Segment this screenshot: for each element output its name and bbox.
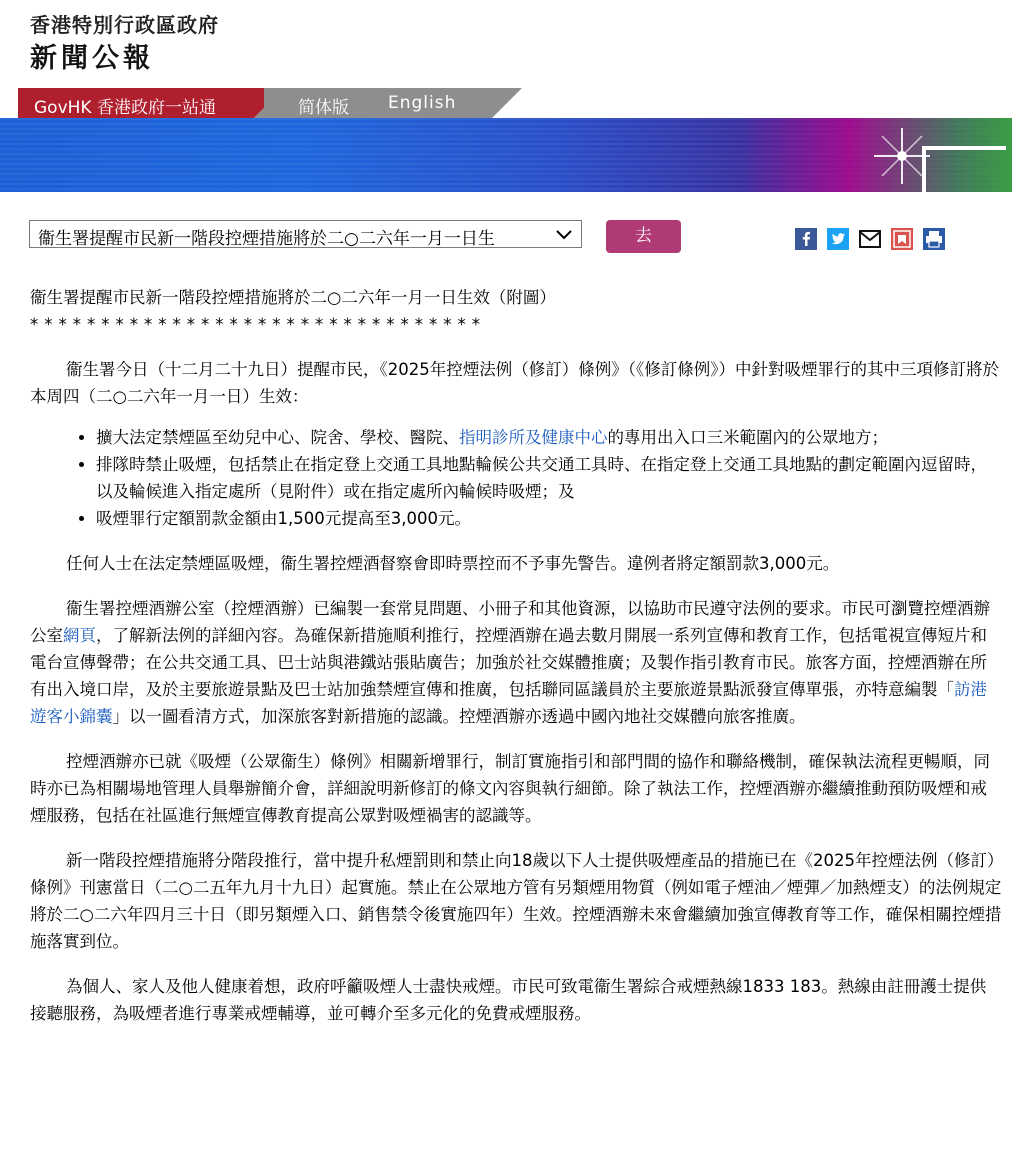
- paragraph-text: 」以一圖看清方式，加深旅客對新措施的認識。控煙酒辦亦透過中國內地社交媒體向旅客推廣。: [112, 707, 806, 726]
- twitter-icon[interactable]: [827, 228, 849, 250]
- news-title: 新聞公報: [30, 43, 154, 74]
- specified-clinics-link[interactable]: 指明診所及健康中心: [459, 428, 608, 447]
- paragraph: 控煙酒辦亦已就《吸煙（公眾衞生）條例》相關新增罪行，制訂實施指引和部門間的協作和聯絡機制，確保執法流程更暢順，同時亦已為相關場地管理人員舉辦簡介會，詳細說明新修訂的條文內容與執行細節。除了執法工作，控煙酒辦亦繼續推動預防吸煙和戒煙服務，包括在社區進行無煙宣傳教育提高公眾對吸煙禍害的認識等。: [30, 752, 990, 825]
- paragraph: 為個人、家人及他人健康着想，政府呼籲吸煙人士盡快戒煙。市民可致電衞生署綜合戒煙熱線1833 183。熱線由註冊護士提供接聽服務，為吸煙者進行專業戒煙輔導，並可轉介至多元化的免費戒煙服務。: [30, 977, 987, 1023]
- select-value: 衞生署提醒市民新一階段控煙措施將於二○二六年一月一日生: [38, 229, 495, 249]
- visitor-tips-link[interactable]: 訪港遊客小錦囊: [30, 680, 987, 726]
- paragraph: 任何人士在法定禁煙區吸煙，衞生署控煙酒督察會即時票控而不予事先警告。違例者將定額罰款3,000元。: [66, 554, 840, 573]
- nav-divider: [492, 88, 522, 118]
- top-nav: [18, 88, 522, 118]
- mail-icon[interactable]: [859, 228, 881, 250]
- banner-frame: [922, 146, 1006, 192]
- org-name: 香港特別行政區政府: [30, 13, 219, 37]
- chevron-down-icon: [555, 225, 573, 243]
- lang-simplified-link[interactable]: 简体版: [298, 98, 349, 118]
- list-item-text: 擴大法定禁煙區至幼兒中心、院舍、學校、醫院、: [96, 428, 459, 447]
- lang-english-link[interactable]: English: [388, 93, 457, 113]
- facebook-icon[interactable]: [795, 228, 817, 250]
- webpage-link[interactable]: 網頁: [63, 626, 96, 645]
- list-item: • 吸煙罪行定額罰款金額由1,500元提高至3,000元。: [96, 505, 1002, 532]
- govhk-tab[interactable]: [18, 88, 254, 118]
- list-item: [96, 424, 1002, 451]
- header-banner: [0, 118, 1012, 192]
- page-header: [0, 0, 1012, 88]
- list-item-text: 的專用出入口三米範圍內的公眾地方；: [607, 428, 888, 447]
- article-body: [30, 284, 1002, 1027]
- print-icon[interactable]: [923, 228, 945, 250]
- go-button[interactable]: 去: [606, 220, 681, 253]
- amendment-list: [30, 424, 1002, 532]
- article-divider: ********************************: [30, 315, 486, 334]
- paragraph-text: 衞生署控煙酒辦公室（控煙酒辦）已編製一套常見問題、小冊子和其他資源，以協助市民遵守法例的要求。市民可瀏覽控煙酒辦公室: [30, 599, 990, 645]
- govhk-link[interactable]: GovHK 香港政府一站通: [34, 98, 216, 118]
- paragraph: [30, 595, 1002, 730]
- paragraph: 衞生署今日（十二月二十九日）提醒市民，《2025年控煙法例（修訂）條例》（《修訂條例》）中針對吸煙罪行的其中三項修訂將於本周四（二○二六年一月一日）生效：: [30, 360, 999, 406]
- bookmark-icon[interactable]: [891, 228, 913, 250]
- paragraph-text: ，了解新法例的詳細內容。為確保新措施順利推行，控煙酒辦在過去數月開展一系列宣傳和教育工作，包括電視宣傳短片和電台宣傳聲帶；在公共交通工具、巴士站與港鐵站張貼廣告；加強於社交媒體推廣；及製作指引教育市民。旅客方面，控煙酒辦在所有出入境口岸，及於主要旅遊景點及巴士站加強禁煙宣傳和推廣，包括聯同區議員於主要旅遊景點派發宣傳單張，亦特意編製「: [30, 626, 987, 699]
- paragraph: 新一階段控煙措施將分階段推行，當中提升私煙罰則和禁止向18歲以下人士提供吸煙產品的措施已在《2025年控煙法例（修訂）條例》刊憲當日（二○二五年九月十九日）起實施。禁止在公眾地方管有另類煙用物質（例如電子煙油／煙彈／加熱煙支）的法例規定將於二○二六年四月三十日（即另類煙入口、銷售禁令後實施四年）生效。控煙酒辦未來會繼續加強宣傳教育等工作，確保相關控煙措施落實到位。: [30, 851, 1002, 951]
- press-release-select[interactable]: [29, 220, 582, 248]
- list-item: • 排隊時禁止吸煙，包括禁止在指定登上交通工具地點輪候公共交通工具時、在指定登上交通工具地點的劃定範圍內逗留時，以及輪候進入指定處所（見附件）或在指定處所內輪候時吸煙；及: [96, 451, 1002, 505]
- article-title: 衞生署提醒市民新一階段控煙措施將於二○二六年一月一日生效（附圖）: [30, 288, 556, 307]
